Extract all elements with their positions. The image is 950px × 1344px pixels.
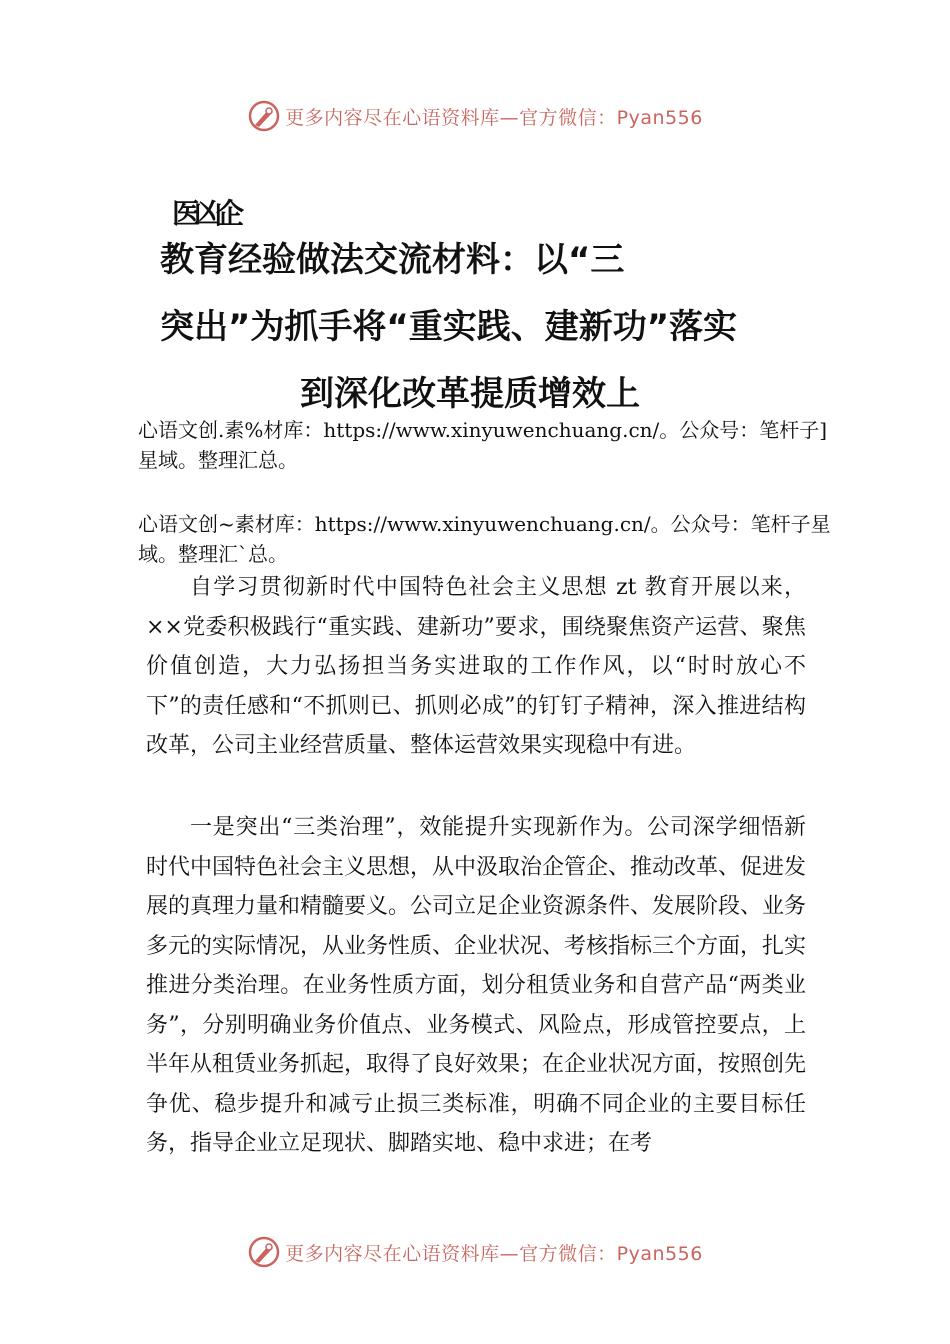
paragraph-point-1: 一是突出“三类治理”，效能提升实现新作为。公司深学细悟新时代中国特色社会主义思想，从中汲取治企管企、推动改革、促进发展的真理力量和精髓要义。公司立足企业资源条件、发展阶段、业务多元的实际情况，从业务性质、企业状况、考核指标三个方面，扎实推进分类治理。在业务性质方面，划分租赁业务和自营产品“两类业务”，分别明确业务价值点、业务模式、风险点，形成管控要点，上半年从租赁业务抓起，取得了良好效果；在企业状况方面，按照创先争优、稳步提升和减亏止损三类标准，明确不同企业的主要目标任务，指导企业立足现状、脚踏实地、稳中求进；在考 (146, 815, 807, 1156)
pen-logo-icon (247, 1235, 281, 1269)
watermark-banner-top (0, 96, 950, 136)
title-line-3: 到深化改革提质增效上 (300, 374, 640, 414)
title-line-1: 教育经验做法交流材料：以“三 (160, 240, 625, 280)
paragraph-intro: 自学习贯彻新时代中国特色社会主义思想 zt 教育开展以来，××党委积极践行“重实践、建新功”要求，围绕聚焦资产运营、聚焦价值创造，大力弘扬担当务实进取的工作作风，以“时时放心不下”的责任感和“不抓则已、抓则必成”的钉钉子精神，深入推进结构改革，公司主业经营质量、整体运营效果实现稳中有进。 (146, 575, 806, 758)
source-line-2: 心语文创~素材库：https://www.xinyuwenchuang.cn/。公众号：笔杆子星域。整理汇`总。 (138, 512, 831, 566)
title-line-2: 突出”为抓手将“重实践、建新功”落实 (160, 307, 738, 347)
pen-logo-icon (247, 99, 281, 133)
header-stamp: 医凶企 (172, 197, 239, 230)
source-line-1: 心语文创.素%材库：https://www.xinyuwenchuang.cn/。公众号：笔杆子]星域。整理汇总。 (138, 418, 828, 472)
watermark-text: 更多内容尽在心语资料库—官方微信：Pyan556 (285, 106, 703, 129)
watermark-text: 更多内容尽在心语资料库—官方微信：Pyan556 (285, 1242, 703, 1265)
watermark-banner-bottom (0, 1232, 950, 1272)
